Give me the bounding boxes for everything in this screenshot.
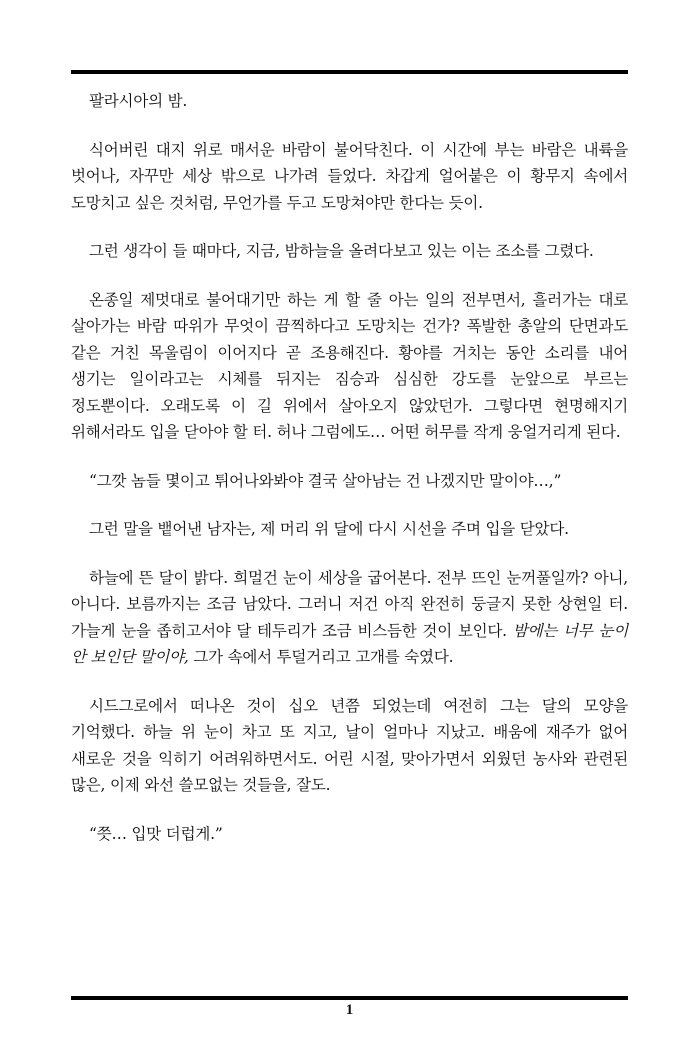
paragraph-3: 그런 생각이 들 때마다, 지금, 밤하늘을 올려다보고 있는 이는 조소를 그렸다. bbox=[89, 242, 594, 260]
top-rule bbox=[71, 70, 628, 74]
paragraph-2: 식어버린 대지 위로 매서운 바람이 불어닥친다. 이 시간에 부는 바람은 내륙을 벗어나, 자꾸만 세상 밖으로 나가려 들었다. 차갑게 얼어붙은 이 황무지 속에서 도망치고 싶은 것처럼, 무언가를 두고 도망쳐야만 한다는 듯이. bbox=[71, 140, 628, 212]
paragraph-7-main: 하늘에 뜬 달이 밝다. 희멀건 눈이 세상을 굽어본다. 전부 뜨인 눈꺼풀일까? 아니, 아니다. 보름까지는 조금 남았다. 그러니 저건 아직 완전히 둥글지 못한 상현일 터. 가늘게 눈을 좁히고서야 달 테두리가 조금 비스듬한 것이 보인다. bbox=[71, 568, 628, 640]
page-number: 1 bbox=[345, 1002, 354, 1018]
paragraph-4: 온종일 제멋대로 불어대기만 하는 게 할 줄 아는 일의 전부면서, 흘러가는 대로 살아가는 바람 따위가 무엇이 끔찍하다고 도망치는 건가? 폭발한 총알의 단면과도 같은 거친 목울림이 이어지다 곧 조용해진다. 황야를 거치는 동안 소리를 내어 생기는 일이라고는 시체를 뒤지는 짐승과 심심한 강도를 눈앞으로 부르는 정도뿐이다. 오래도록 이 길 위에서 살아오지 않았던가. 그렇다면 현명해지기 위해서라도 입을 닫아야 할 터. 허나 그럼에도… 어떤 허무를 작게 웅얼거리게 된다. bbox=[71, 290, 628, 441]
paragraph-9-dialogue: “쯧… 입맛 더럽게.” bbox=[89, 824, 223, 843]
paragraph-5-dialogue: “그깟 놈들 몇이고 튀어나와봐야 결국 살아남는 건 나겠지만 말이야…,” bbox=[89, 471, 562, 490]
paragraph-7-tail: 그가 속에서 투덜거리고 고개를 숙였다. bbox=[188, 648, 454, 666]
paragraph-6: 그런 말을 뱉어낸 남자는, 제 머리 위 달에 다시 시선을 주며 입을 닫았다. bbox=[89, 520, 569, 538]
document-body bbox=[71, 88, 628, 869]
paragraph-1: 팔라시아의 밤. bbox=[89, 92, 188, 110]
paragraph-7-italic-thought: 밤에는 너무 눈이 안 보인단 말이야, bbox=[71, 621, 628, 666]
paragraph-7 bbox=[71, 565, 628, 671]
paragraph-8: 시드그로에서 떠나온 것이 십오 년쯤 되었는데 여전히 그는 달의 모양을 기억했다. 하늘 위 눈이 차고 또 지고, 날이 얼마나 지났고. 배움에 재주가 없어 새로운 것을 익히기 어려워하면서도. 어린 시절, 맞아가면서 외웠던 농사와 관련된 많은, 이제 와선 쓸모없는 것들을, 잘도. bbox=[71, 696, 628, 794]
